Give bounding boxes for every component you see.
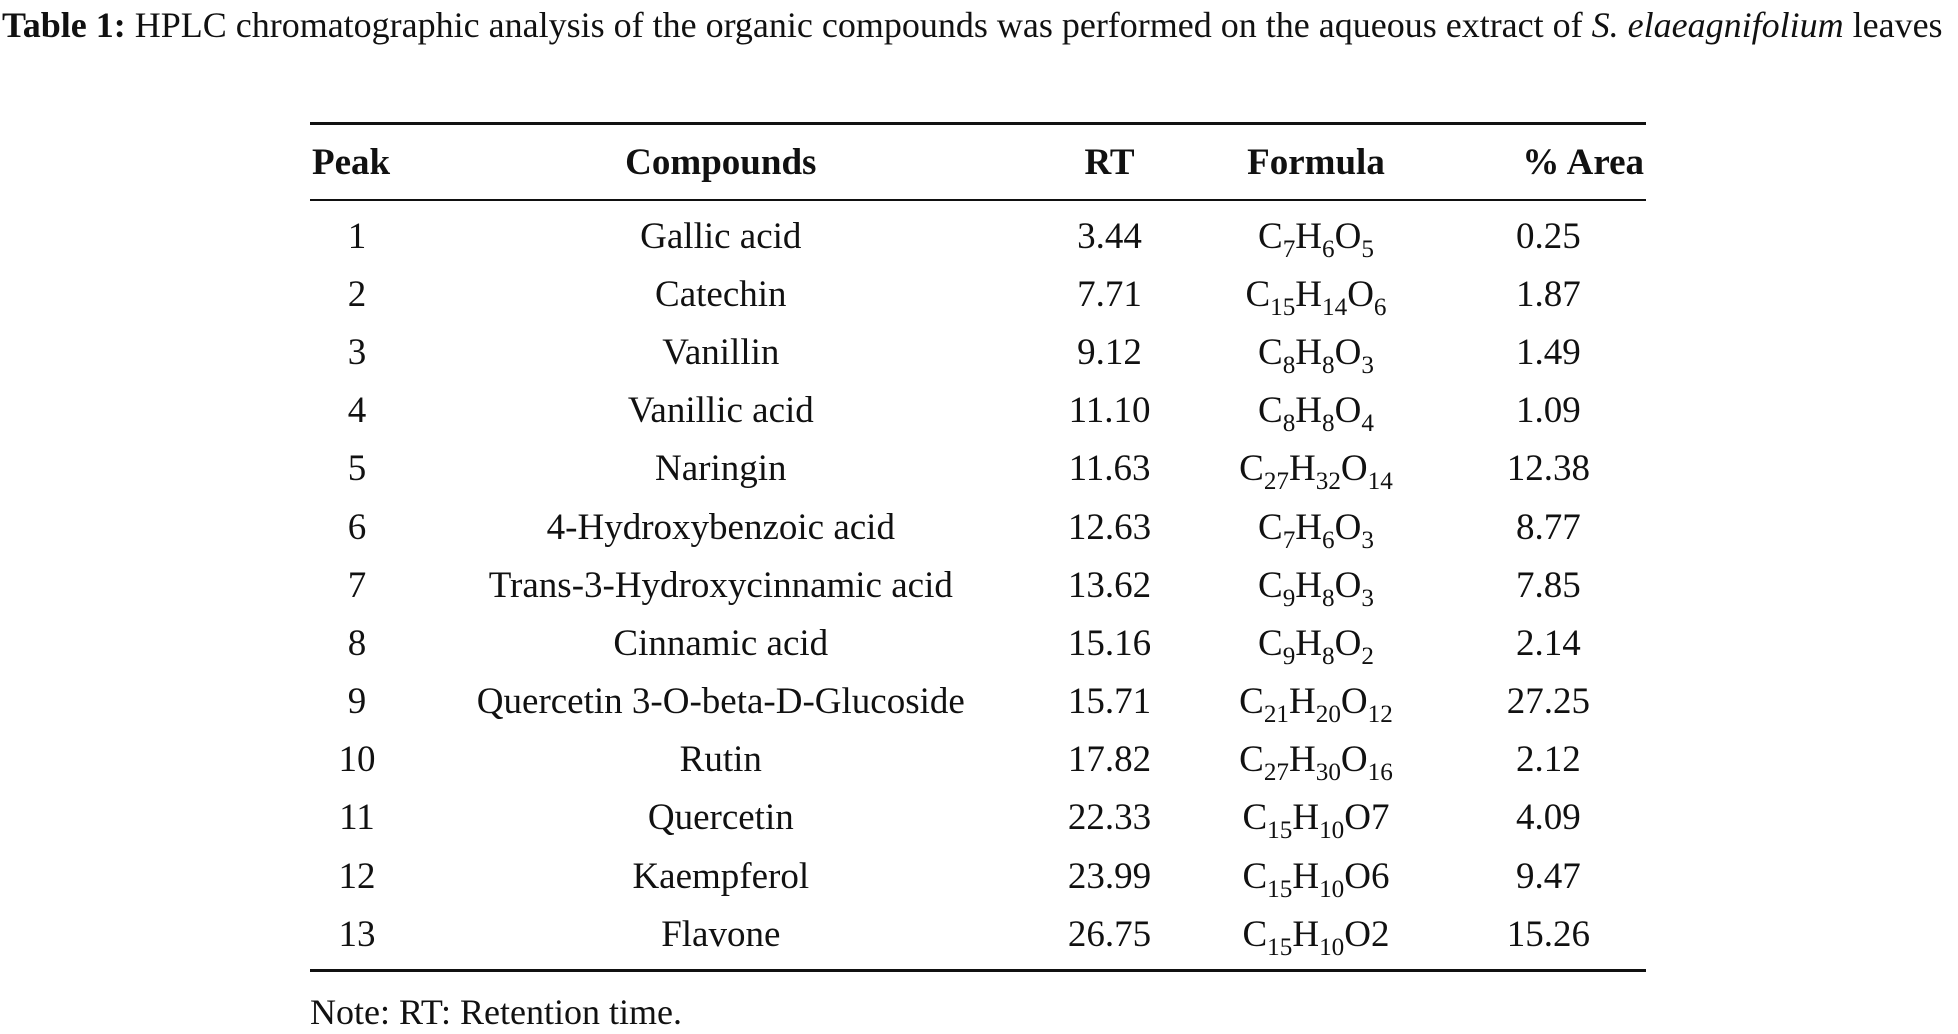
formula-element: C xyxy=(1258,564,1283,606)
formula-element: C xyxy=(1258,506,1283,548)
hplc-table xyxy=(310,122,1646,972)
cell-area: 1.49 xyxy=(1515,331,1581,373)
formula-element: H xyxy=(1292,913,1320,955)
header-area: % Area xyxy=(1451,124,1646,201)
header-formula: Formula xyxy=(1181,124,1450,201)
formula-subscript: 3 xyxy=(1361,351,1374,379)
caption-species: S. elaeagnifolium xyxy=(1591,5,1844,45)
cell-formula xyxy=(1181,789,1450,847)
formula-subscript: 8 xyxy=(1322,642,1335,670)
cell-area: 1.09 xyxy=(1515,390,1581,432)
header-row xyxy=(310,124,1646,201)
formula-element: C xyxy=(1245,273,1271,315)
cell-peak: 7 xyxy=(347,564,367,606)
cell-compound: Quercetin xyxy=(647,797,794,839)
cell-peak: 3 xyxy=(347,331,367,373)
header-compounds: Compounds xyxy=(404,124,1038,201)
formula-element: C xyxy=(1242,913,1268,955)
formula-element: O xyxy=(1334,622,1362,664)
formula-subscript: 8 xyxy=(1322,351,1335,379)
formula-subscript: 5 xyxy=(1361,235,1374,263)
table-body xyxy=(310,200,1646,971)
formula-element: O xyxy=(1347,273,1374,315)
formula-element: C xyxy=(1258,622,1283,664)
cell-peak: 4 xyxy=(347,390,367,432)
formula-element: H xyxy=(1295,564,1323,606)
table-row xyxy=(310,382,1646,440)
formula-element: O xyxy=(1334,331,1362,373)
cell-compound: 4-Hydroxybenzoic acid xyxy=(546,506,895,548)
formula-subscript: 2 xyxy=(1361,642,1374,670)
formula-subscript: 3 xyxy=(1361,584,1374,612)
formula-element: C xyxy=(1239,739,1264,781)
formula-subscript: 15 xyxy=(1267,933,1293,961)
formula-element: H xyxy=(1295,331,1323,373)
table-row xyxy=(310,440,1646,498)
formula-element: H xyxy=(1295,215,1323,257)
formula-subscript: 27 xyxy=(1263,468,1289,496)
cell-peak: 12 xyxy=(338,855,376,897)
cell-peak: 2 xyxy=(347,273,367,315)
cell-rt: 15.71 xyxy=(1067,681,1152,723)
cell-formula xyxy=(1181,731,1450,789)
cell-formula xyxy=(1181,498,1450,556)
formula-element: O2 xyxy=(1344,913,1390,955)
cell-compound: Catechin xyxy=(655,273,787,315)
formula-subscript: 6 xyxy=(1373,293,1387,321)
cell-rt: 13.62 xyxy=(1067,564,1152,606)
formula-subscript: 8 xyxy=(1322,584,1335,612)
cell-formula xyxy=(1181,556,1450,614)
cell-rt: 17.82 xyxy=(1067,739,1152,781)
table-caption xyxy=(2,0,1952,50)
cell-rt: 12.63 xyxy=(1067,506,1152,548)
cell-peak: 8 xyxy=(347,622,367,664)
formula-element: C xyxy=(1258,331,1283,373)
cell-formula xyxy=(1181,847,1450,905)
formula-element: O7 xyxy=(1344,797,1390,839)
formula-element: O xyxy=(1340,681,1368,723)
formula-element: H xyxy=(1289,739,1316,781)
cell-peak: 5 xyxy=(347,448,367,490)
formula-subscript: 32 xyxy=(1315,468,1341,496)
cell-compound: Gallic acid xyxy=(640,215,802,257)
table-row xyxy=(310,905,1646,971)
formula-element: O xyxy=(1334,390,1362,432)
table-header xyxy=(310,124,1646,201)
formula-subscript: 14 xyxy=(1367,468,1393,496)
formula-subscript: 3 xyxy=(1361,526,1374,554)
cell-formula xyxy=(1181,905,1450,971)
formula-element: O xyxy=(1340,448,1368,490)
cell-compound: Vanillin xyxy=(662,331,780,373)
cell-area: 2.12 xyxy=(1515,739,1581,781)
formula-element: H xyxy=(1295,273,1323,315)
formula-element: O xyxy=(1334,506,1362,548)
cell-rt: 11.63 xyxy=(1068,448,1151,490)
formula-element: C xyxy=(1242,855,1268,897)
formula-subscript: 20 xyxy=(1315,700,1341,728)
formula-subscript: 12 xyxy=(1367,700,1393,728)
table-row xyxy=(310,200,1646,265)
cell-peak: 6 xyxy=(347,506,367,548)
formula-subscript: 6 xyxy=(1322,235,1335,263)
formula-subscript: 7 xyxy=(1282,235,1296,263)
cell-formula xyxy=(1181,265,1450,323)
cell-formula xyxy=(1181,440,1450,498)
table-row xyxy=(310,731,1646,789)
formula-element: O6 xyxy=(1344,855,1390,897)
formula-subscript: 8 xyxy=(1282,351,1296,379)
cell-area: 8.77 xyxy=(1515,506,1581,548)
formula-element: O xyxy=(1334,215,1362,257)
cell-compound: Quercetin 3-O-beta-D-Glucoside xyxy=(476,681,965,723)
header-rt: RT xyxy=(1038,124,1182,201)
table-note: Note: RT: Retention time. xyxy=(310,992,682,1032)
cell-compound: Cinnamic acid xyxy=(613,622,829,664)
cell-area: 27.25 xyxy=(1506,681,1590,723)
cell-peak: 1 xyxy=(347,215,367,257)
cell-formula xyxy=(1181,382,1450,440)
formula-element: O xyxy=(1334,564,1362,606)
cell-rt: 11.10 xyxy=(1068,390,1151,432)
formula-subscript: 9 xyxy=(1282,642,1296,670)
formula-element: H xyxy=(1292,855,1320,897)
table-row xyxy=(310,556,1646,614)
cell-area: 9.47 xyxy=(1515,855,1581,897)
cell-area: 15.26 xyxy=(1451,905,1646,971)
formula-subscript: 15 xyxy=(1267,875,1293,903)
caption-text-after: leaves xyxy=(1843,5,1943,45)
formula-subscript: 10 xyxy=(1319,817,1345,845)
cell-compound: Rutin xyxy=(679,739,762,781)
table-row xyxy=(310,847,1646,905)
formula-subscript: 30 xyxy=(1315,759,1341,787)
cell-rt: 9.12 xyxy=(1077,331,1142,373)
formula-element: H xyxy=(1292,797,1320,839)
cell-rt: 23.99 xyxy=(1067,855,1152,897)
caption-text-before: HPLC chromatographic analysis of the organic compounds was performed on the aqueous extract of xyxy=(125,5,1592,45)
cell-area: 12.38 xyxy=(1506,448,1590,490)
formula-element: H xyxy=(1295,506,1323,548)
cell-formula xyxy=(1181,673,1450,731)
cell-compound: Flavone xyxy=(404,905,1038,971)
cell-area: 0.25 xyxy=(1515,215,1581,257)
cell-formula xyxy=(1181,323,1450,381)
cell-peak: 13 xyxy=(310,905,404,971)
formula-element: H xyxy=(1295,390,1323,432)
table-row xyxy=(310,498,1646,556)
cell-area: 7.85 xyxy=(1515,564,1581,606)
formula-element: C xyxy=(1258,215,1283,257)
header-peak: Peak xyxy=(310,124,404,201)
cell-compound: Vanillic acid xyxy=(627,390,814,432)
formula-subscript: 4 xyxy=(1361,409,1374,437)
formula-element: H xyxy=(1289,681,1316,723)
cell-rt: 22.33 xyxy=(1067,797,1152,839)
hplc-table-container xyxy=(310,122,1646,972)
cell-peak: 10 xyxy=(338,739,376,781)
formula-element: C xyxy=(1239,681,1264,723)
cell-rt: 7.71 xyxy=(1077,273,1142,315)
cell-formula xyxy=(1181,614,1450,672)
formula-subscript: 9 xyxy=(1282,584,1296,612)
cell-rt: 3.44 xyxy=(1077,215,1142,257)
table-row xyxy=(310,265,1646,323)
formula-subscript: 8 xyxy=(1282,409,1296,437)
formula-subscript: 27 xyxy=(1263,759,1289,787)
formula-subscript: 8 xyxy=(1322,409,1335,437)
cell-formula xyxy=(1181,200,1450,265)
formula-subscript: 7 xyxy=(1282,526,1296,554)
formula-subscript: 15 xyxy=(1267,817,1293,845)
cell-compound: Trans-3-Hydroxycinnamic acid xyxy=(488,564,953,606)
caption-label: Table 1: xyxy=(2,5,126,45)
cell-compound: Naringin xyxy=(655,448,787,490)
table-row xyxy=(310,323,1646,381)
formula-subscript: 15 xyxy=(1270,293,1296,321)
formula-element: C xyxy=(1258,390,1283,432)
cell-peak: 11 xyxy=(339,797,375,839)
cell-rt: 15.16 xyxy=(1067,622,1152,664)
formula-element: H xyxy=(1289,448,1316,490)
formula-element: C xyxy=(1242,797,1268,839)
table-row xyxy=(310,673,1646,731)
cell-rt: 26.75 xyxy=(1038,905,1182,971)
formula-subscript: 14 xyxy=(1322,293,1348,321)
table-row xyxy=(310,614,1646,672)
table-row xyxy=(310,789,1646,847)
formula-element: O xyxy=(1340,739,1368,781)
cell-compound: Kaempferol xyxy=(632,855,810,897)
cell-area: 2.14 xyxy=(1515,622,1581,664)
formula-subscript: 6 xyxy=(1322,526,1335,554)
cell-area: 4.09 xyxy=(1515,797,1581,839)
formula-subscript: 10 xyxy=(1319,933,1345,961)
formula-subscript: 21 xyxy=(1263,700,1289,728)
cell-peak: 9 xyxy=(347,681,367,723)
formula-subscript: 16 xyxy=(1367,759,1393,787)
formula-element: C xyxy=(1239,448,1264,490)
formula-element: H xyxy=(1295,622,1323,664)
cell-area: 1.87 xyxy=(1515,273,1581,315)
formula-subscript: 10 xyxy=(1319,875,1345,903)
